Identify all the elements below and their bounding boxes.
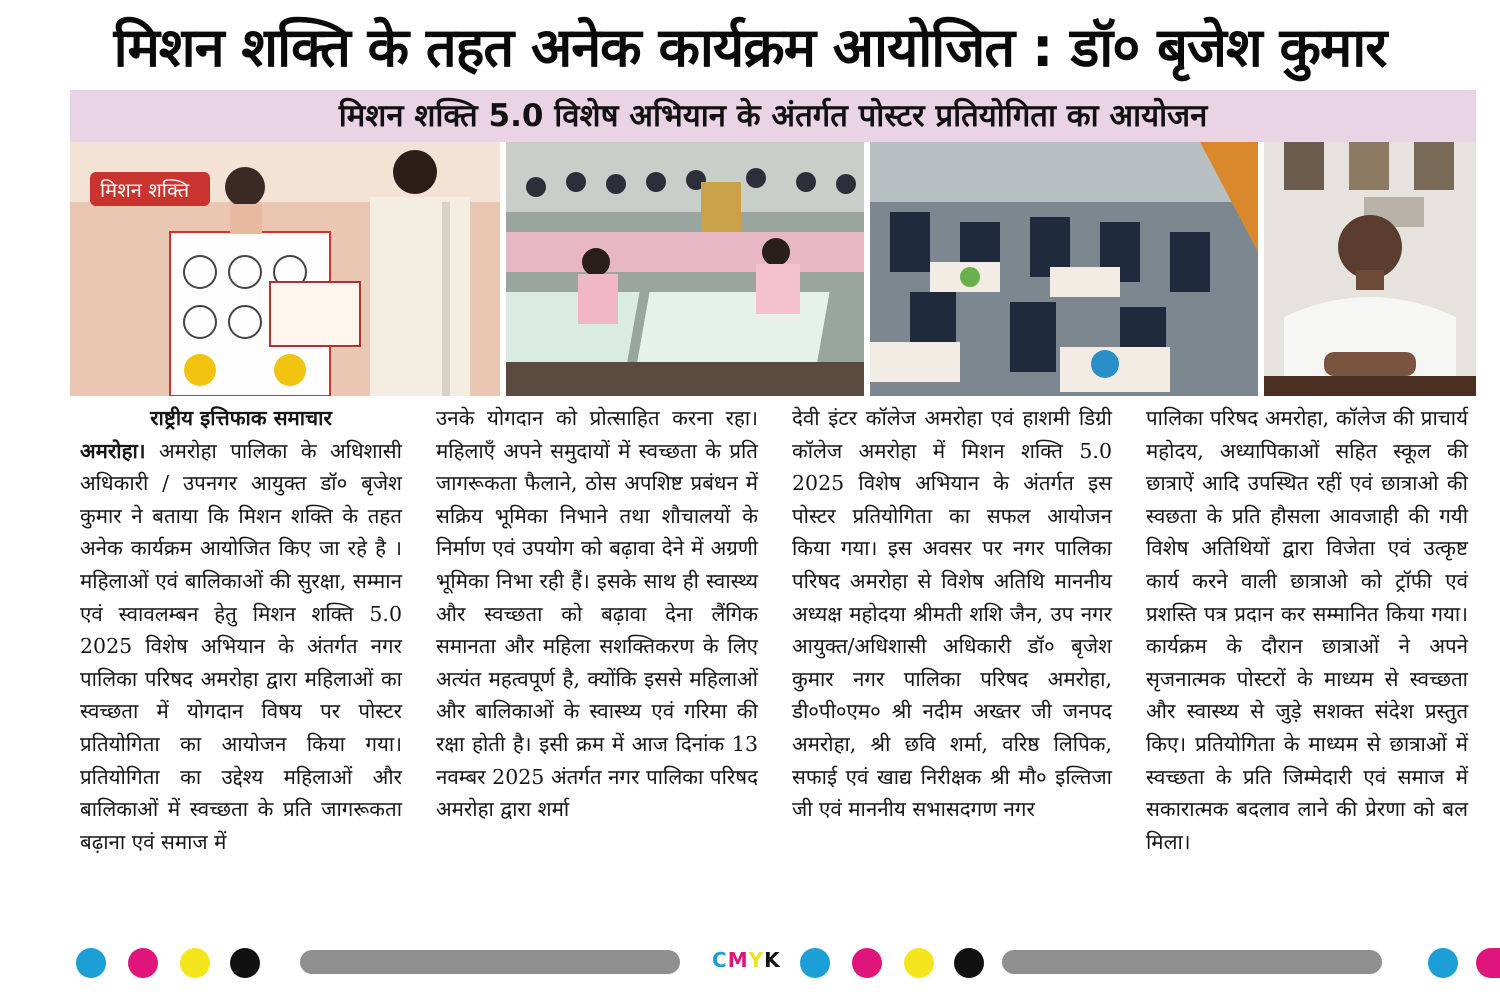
cyan-dot-2	[800, 948, 830, 978]
headline: मिशन शक्ति के तहत अनेक कार्यक्रम आयोजित : डॉ० बृजेश कुमार	[113, 16, 1387, 79]
article-text-3: देवी इंटर कॉलेज अमरोहा एवं हाशमी डिग्री कॉलेज अमरोहा में मिशन शक्ति 5.0 2025 विशेष अभियान के अंतर्गत इस पोस्टर प्रतियोगिता का सफल आयोजन किया गया। इस अवसर पर नगर पालिका परिषद अमरोहा से विशेष अतिथि माननीय अध्यक्ष महोदया श्रीमती शशि जैन, उप नगर आयुक्त/अधिशासी अधिकारी डॉ० बृजेश कुमार नगर पालिका परिषद अमरोहा, डी०पी०एम० श्री नदीम अख्तर जी जनपद अमरोहा, श्री छवि शर्मा, वरिष्ठ लिपिक, सफाई एवं खाद्य निरीक्षक श्री मौ० इल्तिजा जी एवं माननीय सभासदगण नगर	[792, 406, 1112, 822]
cmyk-label: CMYK	[712, 948, 781, 972]
black-dot-2	[954, 948, 984, 978]
cyan-dot	[76, 948, 106, 978]
magenta-dot-2	[852, 948, 882, 978]
article-column-1	[80, 402, 402, 858]
article-column-3	[792, 402, 1112, 826]
banner-text: मिशन शक्ति	[100, 178, 190, 202]
black-dot	[230, 948, 260, 978]
article-text-4: पालिका परिषद अमरोहा, कॉलेज की प्राचार्य महोदय, अध्यापिकाओं सहित स्कूल की छात्राऐं आदि उपस्थित रहीं एवं छात्राओ की स्वछता के प्रति हौसला आवजाही की गयी विशेष अतिथियों द्वारा विजेता एवं उत्कृष्ट कार्य करने वाली छात्राओ को ट्रॉफी एवं प्रशस्ति पत्र प्रदान कर सम्मानित किया गया। कार्यक्रम के दौरान छात्राओं ने अपने सृजनात्मक पोस्टरों के माध्यम से स्वच्छता और स्वास्थ्य से जुड़े सशक्त संदेश प्रस्तुत किए। प्रतियोगिता के माध्यम से छात्राओं में स्वच्छता के प्रति जिम्मेदारी एवं समाज में सकारात्मक बदलाव लाने की प्रेरणा को बल मिला।	[1146, 406, 1468, 854]
photo-classroom-2	[870, 142, 1258, 396]
cyan-dot-3	[1428, 948, 1458, 978]
article-column-2	[436, 402, 758, 826]
registration-bar-right	[1002, 950, 1382, 974]
article-text-2: उनके योगदान को प्रोत्साहित करना रहा। महिलाएँ अपने समुदायों में स्वच्छता के प्रति जागरूकता फैलाने, ठोस अपशिष्ट प्रबंधन में सक्रिय भूमिका निभाने तथा शौचालयों के निर्माण एवं उपयोग को बढ़ावा देने में अग्रणी भूमिका निभा रही हैं। इसके साथ ही स्वास्थ्य और स्वच्छता को बढ़ावा देना लैंगिक समानता और महिला सशक्तिकरण के लिए अत्यंत महत्वपूर्ण है, क्योंकि इससे महिलाओं और बालिकाओं के स्वास्थ्य एवं गरिमा की रक्षा होती है। इसी क्रम में आज दिनांक 13 नवम्बर 2025 अंतर्गत नगर पालिका परिषद अमरोहा द्वारा शर्मा	[436, 406, 758, 822]
magenta-dot-3	[1476, 948, 1500, 978]
article-text-1: अमरोहा पालिका के अधिशासी अधिकारी / उपनगर आयुक्त डॉ० बृजेश कुमार ने बताया कि मिशन शक्ति के तहत अनेक कार्यक्रम आयोजित किए जा रहे है । महिलाओं एवं बालिकाओं की सुरक्षा, सम्मान एवं स्वावलम्बन हेतु मिशन शक्ति 5.0 2025 विशेष अभियान के अंतर्गत नगर पालिका परिषद अमरोहा द्वारा महिलाओं का स्वच्छता में योगदान विषय पर पोस्टर प्रतियोगिता का आयोजन किया गया। प्रतियोगिता का उद्देश्य महिलाओं और बालिकाओं में स्वच्छता के प्रति जागरूकता बढ़ाना एवं समाज में	[80, 438, 402, 854]
dateline: अमरोहा।	[80, 438, 146, 463]
subheadline-bar: मिशन शक्ति 5.0 विशेष अभियान के अंतर्गत पोस्टर प्रतियोगिता का आयोजन	[70, 90, 1476, 142]
byline: राष्ट्रीय इत्तिफाक समाचार	[150, 406, 332, 430]
photo-officer	[1264, 142, 1476, 396]
yellow-dot-2	[904, 948, 934, 978]
article-column-4	[1146, 402, 1468, 858]
photo-award-presentation	[70, 142, 500, 396]
registration-bar-left	[300, 950, 680, 974]
yellow-dot	[180, 948, 210, 978]
photo-classroom-1	[506, 142, 864, 396]
magenta-dot	[128, 948, 158, 978]
